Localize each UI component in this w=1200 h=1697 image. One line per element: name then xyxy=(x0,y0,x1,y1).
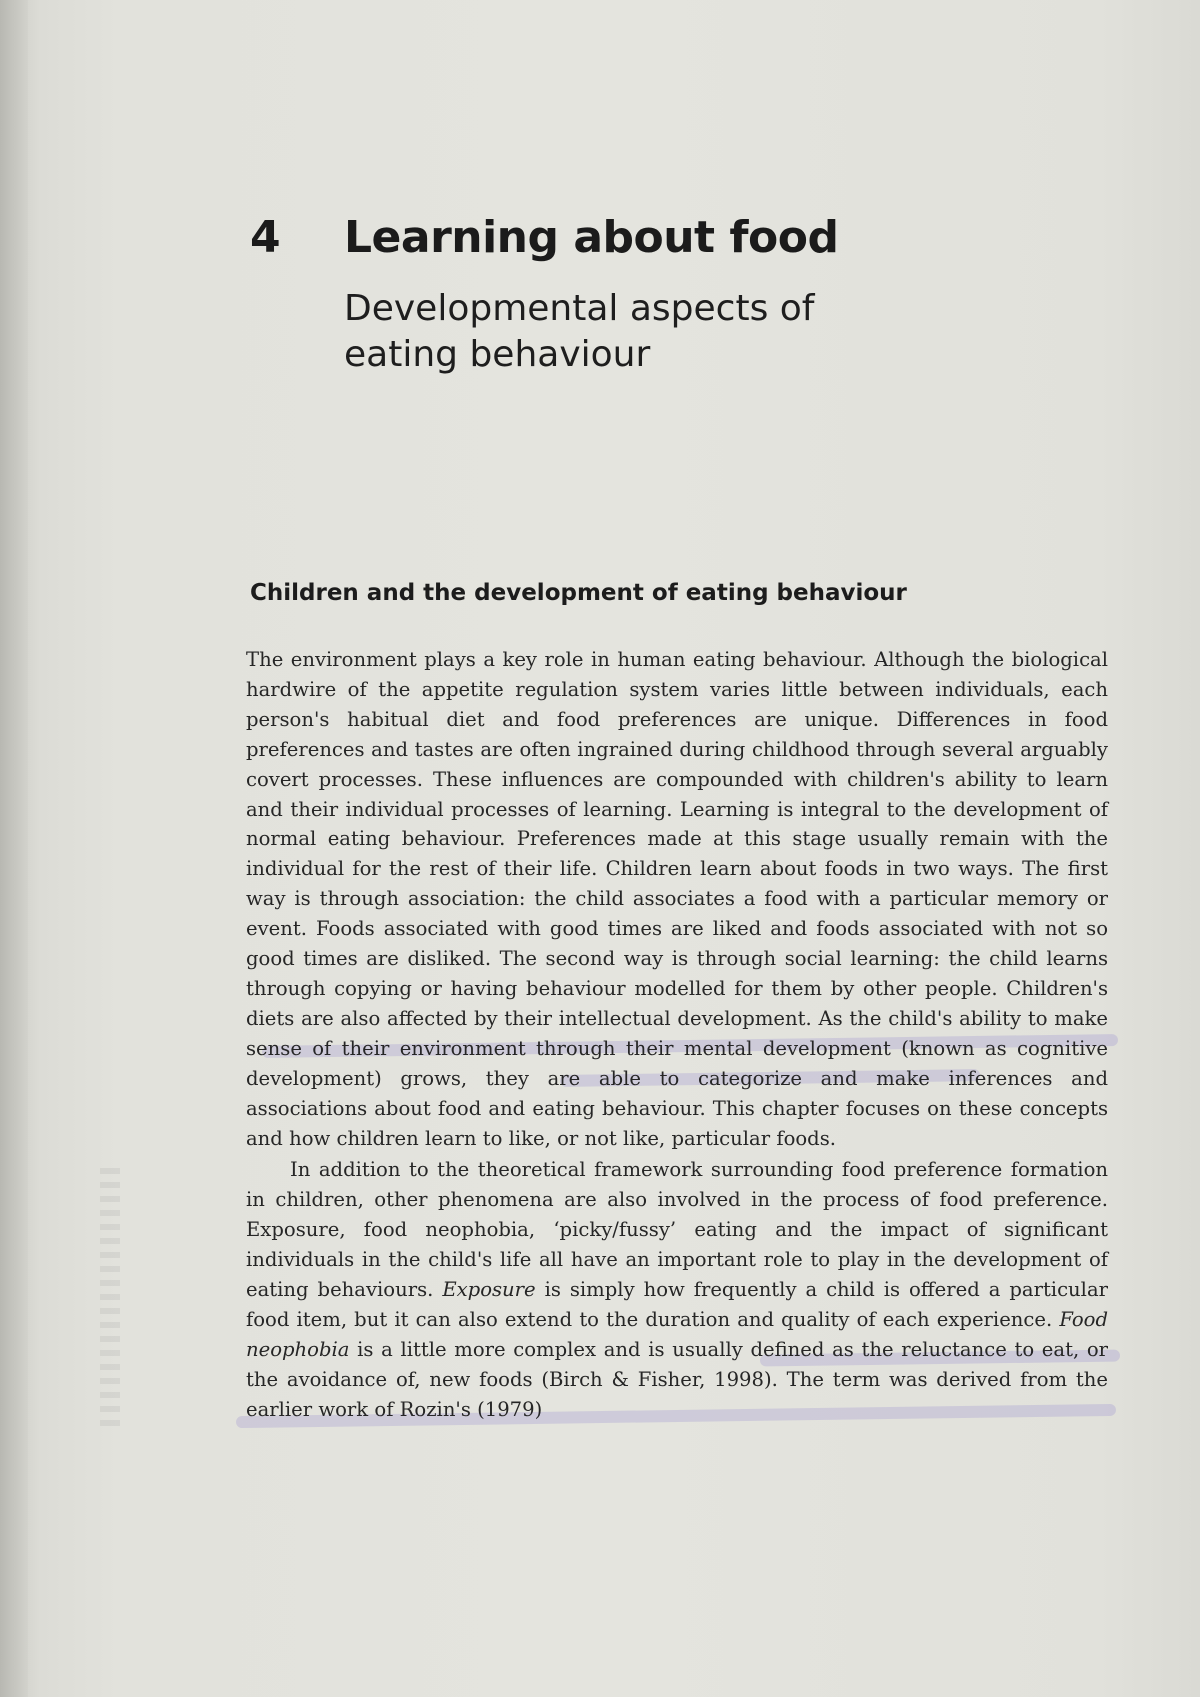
term-food-neophobia: Food neophobia xyxy=(246,1307,1108,1361)
paragraph: The environment plays a key role in human eating behaviour. Although the biological hardwire of the appetite regulation system varies little between individuals, each person's habitual diet and food preferences are unique. Differences in food preferences and tastes are often ingrained during childhood through several arguably covert processes. These influences are compounded with children's ability to learn and their individual processes of learning. Learning is integral to the development of normal eating behaviour. Preferences made at this stage usually remain with the individual for the rest of their life. Children learn about foods in two ways. The first way is through association: the child associates a food with a particular memory or event. Foods associated with good times are liked and foods associated with not so good times are disliked. The second way is through social learning: the child learns through copying or having behaviour modelled for them by other people. Children's diets are also affected by their intellectual development. As the child's ability to make sense of their environment through their mental development (known as cognitive development) grows, they are able to categorize and make inferences and associations about food and eating behaviour. This chapter focuses on these concepts and how children learn to like, or not like, particular foods. xyxy=(246,648,1108,1150)
section-heading: Children and the development of eating behaviour xyxy=(250,580,907,606)
body-text xyxy=(246,645,1108,1425)
chapter-subtitle: Developmental aspects of eating behaviour xyxy=(344,288,815,375)
chapter-title: Learning about food xyxy=(344,212,839,263)
chapter-number: 4 xyxy=(250,212,281,263)
paragraph-text: is simply how frequently a child is offered a particular food item, but it can also extend to the duration and quality of each experience. xyxy=(246,1278,1108,1331)
paragraph xyxy=(246,1155,1108,1424)
term-exposure: Exposure xyxy=(442,1278,536,1302)
page-gutter xyxy=(0,0,28,1697)
margin-pencil-marks xyxy=(100,1168,120,1428)
paragraph-text: In addition to the theoretical framework surrounding food preference formation in children, other phenomena are also involved in the process of food preference. Exposure, food neophobia, ‘picky/fussy’ eating and the impact of significant individuals in the child's life all have an important role to play in the development of eating behaviours. xyxy=(246,1158,1108,1302)
paragraph-text: is a little more complex and is usually defined as the reluctance to eat, or the avoidance of, new foods (Birch & Fisher, 1998). The term was derived from the earlier work of Rozin's (1979) xyxy=(246,1337,1108,1421)
